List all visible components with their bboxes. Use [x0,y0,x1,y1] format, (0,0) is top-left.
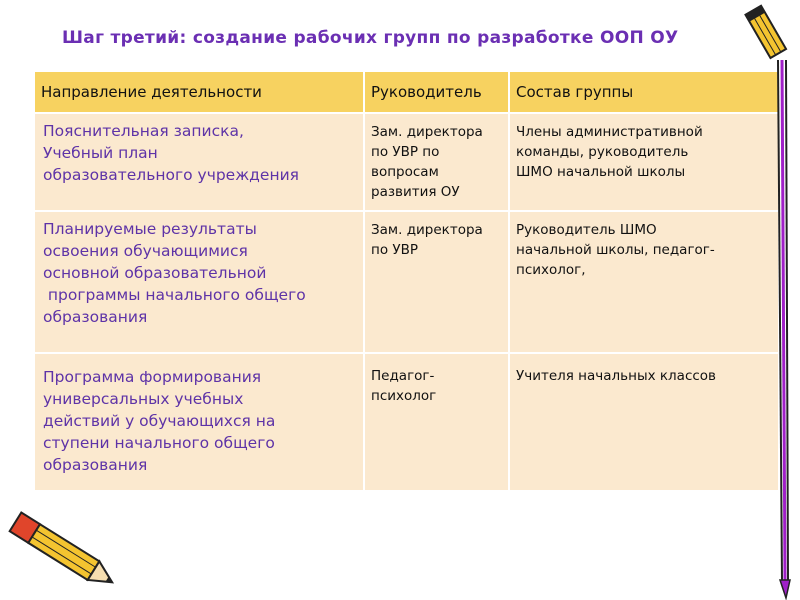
pencil-icon [742,0,792,60]
cell-line: образования [43,308,148,326]
table-header-row [34,71,779,113]
cell-line: развития ОУ [371,184,460,200]
cell-line: Программа формирования [43,368,262,386]
cell-line: Пояснительная записка, [43,122,244,140]
cell-line: действий у обучающихся на [43,412,276,430]
cell-line: Учебный план [43,144,158,162]
cell-line: вопросам [371,164,439,180]
cell-line: Зам. директора [371,222,483,238]
direction-cell [34,211,364,353]
header-leader: Руководитель [364,71,509,113]
cell-line: психолог [371,388,437,404]
cell-line: образовательного учреждения [43,166,299,184]
cell-line: Планируемые результаты [43,220,257,238]
composition-cell [509,211,779,353]
cell-line: психолог, [516,262,586,278]
cell-line: ШМО начальной школы [516,164,686,180]
page-title: Шаг третий: создание рабочих групп по разработке ООП ОУ [62,28,679,48]
table-row [34,353,779,491]
table-row [34,211,779,353]
direction-cell [34,353,364,491]
pencil-icon [768,60,794,600]
work-groups-table [33,70,780,492]
composition-cell [509,353,779,491]
header-composition: Состав группы [509,71,779,113]
cell-line: Члены административной [516,124,703,140]
cell-line: программы начального общего [43,286,306,304]
leader-cell [364,211,509,353]
cell-line: команды, руководитель [516,144,689,160]
cell-line: Педагог- [371,368,435,384]
cell-line: Зам. директора [371,124,483,140]
leader-cell [364,353,509,491]
direction-cell [34,113,364,211]
cell-line: освоения обучающимися [43,242,248,260]
composition-cell [509,113,779,211]
cell-line: по УВР по [371,144,440,160]
cell-line: начальной школы, педагог- [516,242,715,258]
cell-line: образования [43,456,148,474]
pencil-icon [0,508,130,600]
cell-line: основной образовательной [43,264,267,282]
cell-line: универсальных учебных [43,390,244,408]
table-row [34,113,779,211]
cell-line: Учителя начальных классов [516,368,717,384]
header-direction: Направление деятельности [34,71,364,113]
cell-line: Руководитель ШМО [516,222,657,238]
cell-line: по УВР [371,242,419,258]
cell-line: ступени начального общего [43,434,275,452]
leader-cell [364,113,509,211]
